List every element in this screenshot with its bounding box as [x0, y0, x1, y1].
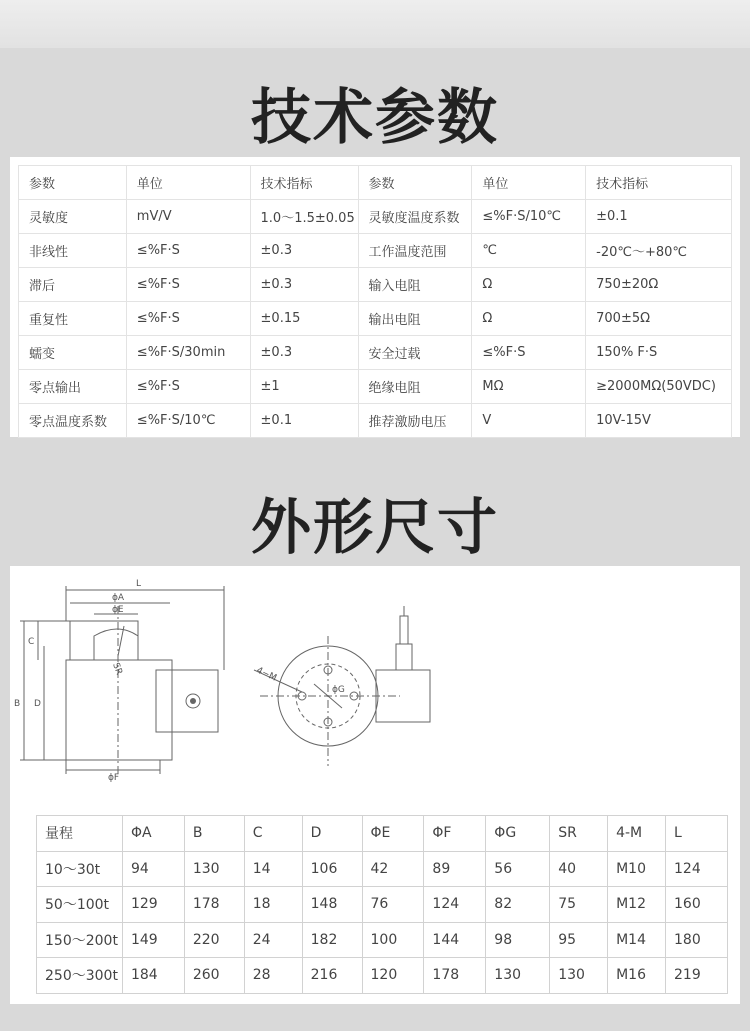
table-cell: ≥2000MΩ(50VDC) [586, 370, 732, 404]
label-C: C [28, 637, 35, 647]
header-cell: 参数 [358, 166, 472, 200]
table-cell: 10～30t [37, 851, 123, 887]
table-cell: 76 [362, 887, 424, 923]
table-cell: mV/V [126, 200, 250, 234]
table-cell: ±0.3 [250, 234, 358, 268]
dimension-table [36, 815, 728, 994]
label-G: ϕG [332, 685, 345, 695]
dimension-drawing [10, 566, 740, 811]
dimension-panel [10, 566, 740, 1004]
label-D: D [34, 699, 41, 709]
table-cell: 148 [302, 887, 362, 923]
table-cell: 106 [302, 851, 362, 887]
table-cell: 124 [424, 887, 486, 923]
spec-row [19, 336, 732, 370]
table-cell: 56 [486, 851, 550, 887]
table-cell: 工作温度范围 [358, 234, 472, 268]
table-cell: 24 [244, 922, 302, 958]
table-cell: 94 [122, 851, 184, 887]
table-cell: 安全过载 [358, 336, 472, 370]
table-cell: 130 [550, 958, 608, 994]
table-cell: 50～100t [37, 887, 123, 923]
table-cell: ±0.1 [250, 404, 358, 438]
table-cell: ≤%F·S [126, 370, 250, 404]
header-cell: 4-M [608, 816, 666, 852]
table-cell: -20℃～+80℃ [586, 234, 732, 268]
table-cell: 输入电阻 [358, 268, 472, 302]
dim-row [37, 922, 728, 958]
table-cell: 120 [362, 958, 424, 994]
table-cell: ≤%F·S [126, 234, 250, 268]
table-cell: 42 [362, 851, 424, 887]
side-view [14, 579, 224, 783]
header-cell: L [666, 816, 728, 852]
table-cell: ≤%F·S [126, 302, 250, 336]
table-cell: 灵敏度 [19, 200, 127, 234]
dim-row [37, 958, 728, 994]
table-cell: 750±20Ω [586, 268, 732, 302]
table-cell: 95 [550, 922, 608, 958]
table-cell: 重复性 [19, 302, 127, 336]
table-cell: MΩ [472, 370, 586, 404]
header-cell: 技术指标 [586, 166, 732, 200]
dimension-section-title: 外形尺寸 [251, 493, 499, 563]
table-cell: 1.0～1.5±0.05 [250, 200, 358, 234]
spec-row [19, 200, 732, 234]
header-cell: ΦF [424, 816, 486, 852]
table-cell: 滞后 [19, 268, 127, 302]
label-SR: SR [110, 661, 124, 677]
table-cell: 250～300t [37, 958, 123, 994]
spec-row [19, 302, 732, 336]
dim-row-header [37, 816, 728, 852]
table-cell: 40 [550, 851, 608, 887]
header-cell: 参数 [19, 166, 127, 200]
header-cell: 量程 [37, 816, 123, 852]
header-cell: ΦG [486, 816, 550, 852]
table-cell: M14 [608, 922, 666, 958]
header-cell: SR [550, 816, 608, 852]
label-L: L [136, 579, 142, 589]
table-cell: 160 [666, 887, 728, 923]
table-cell: 182 [302, 922, 362, 958]
table-cell: 98 [486, 922, 550, 958]
header-cell: ΦA [122, 816, 184, 852]
table-cell: 89 [424, 851, 486, 887]
header-cell: ΦE [362, 816, 424, 852]
table-cell: 灵敏度温度系数 [358, 200, 472, 234]
table-cell: 178 [424, 958, 486, 994]
table-cell: 129 [122, 887, 184, 923]
table-cell: M16 [608, 958, 666, 994]
connector-block [156, 670, 218, 732]
spec-row [19, 370, 732, 404]
header-cell: C [244, 816, 302, 852]
table-cell: 14 [244, 851, 302, 887]
table-cell: 75 [550, 887, 608, 923]
sr-leader [118, 626, 124, 656]
table-cell: M12 [608, 887, 666, 923]
spec-row [19, 268, 732, 302]
spec-table [18, 165, 732, 438]
label-F: ϕF [108, 773, 120, 783]
table-cell: 10V-15V [586, 404, 732, 438]
table-cell: ±0.15 [250, 302, 358, 336]
table-cell: 130 [486, 958, 550, 994]
table-cell: 零点输出 [19, 370, 127, 404]
head-outline [70, 621, 138, 660]
table-cell: 178 [184, 887, 244, 923]
table-cell: 28 [244, 958, 302, 994]
table-cell: Ω [472, 302, 586, 336]
table-cell: 推荐激励电压 [358, 404, 472, 438]
header-cell: D [302, 816, 362, 852]
dim-row [37, 851, 728, 887]
table-cell: M10 [608, 851, 666, 887]
table-cell: ℃ [472, 234, 586, 268]
table-cell: 144 [424, 922, 486, 958]
table-cell: Ω [472, 268, 586, 302]
table-cell: 216 [302, 958, 362, 994]
label-A: ϕA [112, 593, 125, 603]
table-cell: 260 [184, 958, 244, 994]
spec-row [19, 234, 732, 268]
table-cell: 输出电阻 [358, 302, 472, 336]
table-cell: 150～200t [37, 922, 123, 958]
table-cell: 700±5Ω [586, 302, 732, 336]
table-cell: ≤%F·S/30min [126, 336, 250, 370]
spec-row [19, 404, 732, 438]
spherical-head [94, 629, 138, 660]
header-cell: 单位 [472, 166, 586, 200]
table-cell: 180 [666, 922, 728, 958]
spec-row-header [19, 166, 732, 200]
label-B: B [14, 699, 21, 709]
table-cell: ±0.3 [250, 268, 358, 302]
table-cell: ±1 [250, 370, 358, 404]
table-cell: ≤%F·S/10℃ [126, 404, 250, 438]
table-cell: 蠕变 [19, 336, 127, 370]
cable-gland [396, 644, 412, 670]
label-M: 4−M [254, 665, 279, 684]
table-cell: 219 [666, 958, 728, 994]
table-cell: 100 [362, 922, 424, 958]
cable [400, 616, 408, 644]
table-cell: ≤%F·S [126, 268, 250, 302]
table-cell: ≤%F·S [472, 336, 586, 370]
spec-section-title: 技术参数 [251, 83, 499, 153]
table-cell: 150% F·S [586, 336, 732, 370]
table-cell: 82 [486, 887, 550, 923]
header-cell: 技术指标 [250, 166, 358, 200]
header-cell: 单位 [126, 166, 250, 200]
table-cell: 130 [184, 851, 244, 887]
table-cell: V [472, 404, 586, 438]
table-cell: ±0.1 [586, 200, 732, 234]
table-cell: 220 [184, 922, 244, 958]
table-cell: 149 [122, 922, 184, 958]
table-cell: 绝缘电阻 [358, 370, 472, 404]
top-decorative-band [0, 0, 750, 48]
table-cell: 18 [244, 887, 302, 923]
spec-panel [10, 157, 740, 437]
top-view [254, 606, 430, 766]
table-cell: 124 [666, 851, 728, 887]
table-cell: 非线性 [19, 234, 127, 268]
table-cell: 184 [122, 958, 184, 994]
dim-row [37, 887, 728, 923]
table-cell: ±0.3 [250, 336, 358, 370]
header-cell: B [184, 816, 244, 852]
table-cell: 零点温度系数 [19, 404, 127, 438]
label-E: ϕE [112, 605, 124, 615]
table-cell: ≤%F·S/10℃ [472, 200, 586, 234]
connector-center [190, 698, 196, 704]
